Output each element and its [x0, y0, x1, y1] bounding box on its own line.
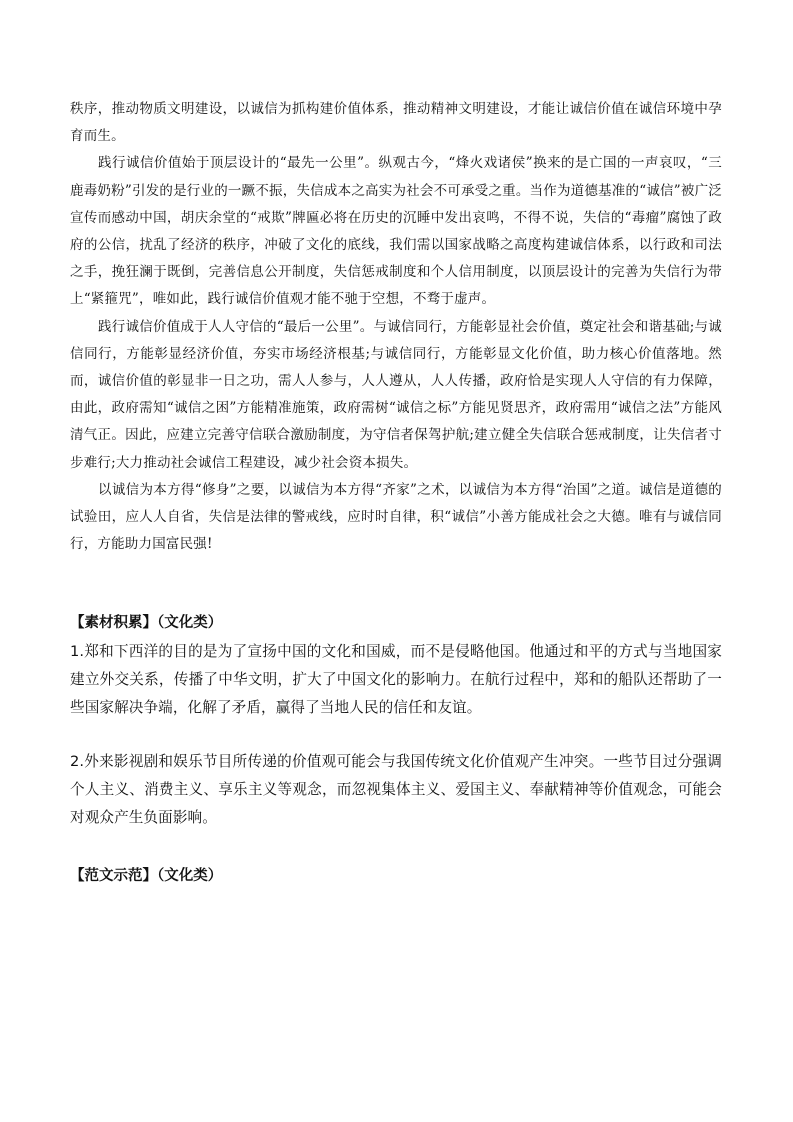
materials-heading	[70, 611, 722, 635]
essay-body	[70, 96, 722, 558]
document-page	[70, 96, 722, 888]
essay-paragraph-top-level-design: 践行诚信价值始于顶层设计的“最先一公里”。纵观古今，“烽火戏诸侯”换来的是亡国的一声哀叹，“三鹿毒奶粉”引发的是行业的一蹶不振，失信成本之高实为社会不可承受之重。当作为道德基准的“诚信”被广泛宣传而感动中国，胡庆余堂的“戒欺”牌匾必将在历史的沉睡中发出哀鸣，不得不说，失信的“毒瘤”腐蚀了政府的公信，扰乱了经济的秩序，冲破了文化的底线，我们需以国家战略之高度构建诚信体系，以行政和司法之手，挽狂澜于既倒，完善信息公开制度，失信惩戒制度和个人信用制度，以顶层设计的完善为失信行为带上“紧箍咒”，唯如此，践行诚信价值观才能不驰于空想，不骛于虚声。	[70, 155, 722, 308]
materials-heading-title: 【素材积累】	[70, 615, 157, 632]
essay-paragraph-everyone-keeps-faith: 践行诚信价值成于人人守信的“最后一公里”。与诚信同行，方能彰显社会价值，奠定社会和谐基础;与诚信同行，方能彰显经济价值，夯实市场经济根基;与诚信同行，方能彰显文化价值，助力核心价值落地。然而，诚信价值的彰显非一日之功，需人人参与，人人遵从，人人传播，政府恰是实现人人守信的有力保障，由此，政府需知“诚信之困”方能精准施策，政府需树“诚信之标”方能见贤思齐，政府需用“诚信之法”方能风清气正。因此，应建立完善守信联合激励制度，为守信者保驾护航;建立健全失信联合惩戒制度，让失信者寸步难行;大力推动社会诚信工程建设，减少社会资本损失。	[70, 318, 722, 471]
materials-heading-category: （文化类）	[157, 615, 223, 632]
example-heading-title: 【范文示范】	[70, 868, 157, 885]
essay-paragraph-conclusion: 以诚信为本方得“修身”之要，以诚信为本方得“齐家”之术，以诚信为本方得“治国”之道。诚信是道德的试验田，应人人自省，失信是法律的警戒线，应时时自律，积“诚信”小善方能成社会之大德。唯有与诚信同行，方能助力国富民强!	[70, 481, 722, 553]
material-item: 2.外来影视剧和娱乐节目所传递的价值观可能会与我国传统文化价值观产生冲突。一些节目过分强调个人主义、消费主义、享乐主义等观念，而忽视集体主义、爱国主义、奉献精神等价值观念，可能会对观众产生负面影响。	[70, 753, 722, 827]
essay-paragraph-continuation: 秩序，推动物质文明建设，以诚信为抓构建价值体系，推动精神文明建设，才能让诚信价值在诚信环境中孕育而生。	[70, 101, 722, 145]
material-item: 1.郑和下西洋的目的是为了宣扬中国的文化和国威，而不是侵略他国。他通过和平的方式与当地国家建立外交关系，传播了中华文明，扩大了中国文化的影响力。在航行过程中，郑和的船队还帮助了一些国家解决争端，化解了矛盾，赢得了当地人民的信任和友谊。	[70, 643, 722, 717]
example-heading	[70, 864, 722, 888]
example-heading-category: （文化类）	[157, 868, 223, 885]
materials-list	[70, 638, 722, 832]
